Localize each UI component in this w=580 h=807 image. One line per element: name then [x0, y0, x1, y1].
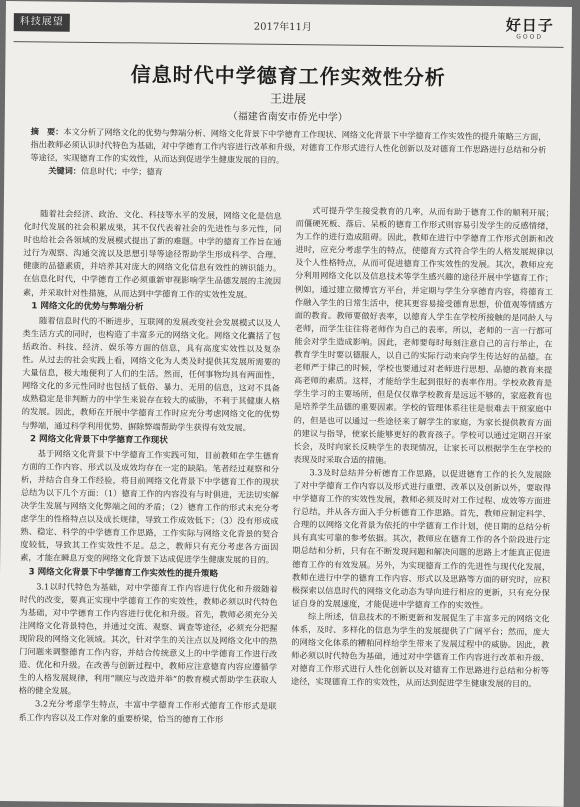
keywords: [48, 165, 163, 177]
body-paragraph: 式可提升学生接受教育的几率，从而有助于德育工作的顺利开展；而僵硬死板、落后、呆板的德育工作形式则容易引发学生的反感情绪，为工作的进行造成阻碍。因此，教师在进行中学德育工作形式创新和改进时，应充分考虑学生的特点，使德育方式符合学生的人格发展规律以及个人性格特点，从而可促进德育工作实效性的发展。其次，教师应充分利用网络文化以及信息技术等学生感兴趣的途径开展中学德育工作；例如，通过建立微博官方平台，并定期与学生分享德育内容，将德育工作融入学生的日常生活中，使其更容易接受德育思想，价值观等情感方面的教育。教师要做好表率，以德育人学生在学校所接触的是同龄人与老师，而学生往往将老师作为自己的表率。所以，老师的一言一行都可能会对学生造成影响。因此，老师要每时每刻注意自己的言行举止，在教育学生时要以德服人，以自己的实际行动来向学生传达好的品德。在老师严于律己的时候，学校也要通过对老师进行思想、品德的教育来提高老师的素质。这样，才能给学生起到很好的表率作用。学校欢教育是学生学习的主要场所，但是仅仅靠学校教育是远远不够的，家庭教育也是培养学生品德的重要因素。学校的管理体系往往是很难去干预家庭中的，但是也可以通过一些途径来了解学生的家庭，为家长提供教育方面的建议与指导，使家长能够更好的教育孩子。学校可以通过定期召开家长会，及时向家长反映学生的表现情况，让家长可以根据学生在学校的表现及时采取合适的措施。: [293, 205, 554, 465]
section-tag: 科技展望: [14, 13, 70, 32]
body-paragraph: 3.3及时总结并分析德育工作思路，以促进德育工作的长久发展除了对中学德育工作内容以及形式进行重塑、改革以及创新以外，要取得中学德育工作的实效性发展，教师必须及时对工作过程、成效等方面进行总结，并从各方面入手分析德育工作思路。首先，教师应制定科学、合理的以网络文化背景为依托的中学德育工作计划，使日期的总结分析具有真实可靠的参考依据。其次，教师应在德育工作的各个阶段进行定期总结和分析，只有在不断发现问题和解决问题的思路上才能真正促进德育工作的有效发展。另外，为实现德育工作的先进性与现代化发展，教师在进行中学的德育工作内容、形式以及思路等方面的研究时，应积极探索以信息时代的网络文化动态为导向进行相应的更新，只有充分保证自身的发展速度，才能促进中学德育工作的实效性。: [291, 467, 552, 610]
author-affiliation: （福建省南安市侨光中学）: [227, 111, 348, 124]
magazine-logo: [506, 14, 554, 41]
article-author: 王进展: [269, 91, 307, 107]
keywords-label: 关键词：: [48, 165, 82, 176]
section-heading: 3 网络文化背景下中学德育工作实效性的提升策略: [28, 566, 219, 579]
body-paragraph: 3.1以时代特色为基础，对中学德育工作内容进行优化和升级随着时代的改变，要真正实现中学德育工作的实效性，教师必须以时代特色为基础，对中学德育工作内容进行优化和升级。首先，教师必须充分关注网络文化背景特色，并通过交流、观察、调查等途径，必须充分把握现阶段的网络文化领域。其次，针对学生的关注点以及网络文化中的热门问题来调整德育工作内容，并结合传统意义上的中学德育工作进行改造、优化和升级。在改善与创新过程中，教师应注意德育内容应遵循学生的人格发展规律，利用“顺应与改造并举”的教育模式帮助学生获取人格的健全发展。: [18, 581, 278, 697]
journal-page: [0, 1, 572, 807]
section-heading: 1 网络文化的优势与弊端分析: [31, 300, 144, 313]
left-column: [18, 207, 281, 726]
article-title: 信息时代中学德育工作实效性分析: [130, 62, 446, 90]
right-column: [291, 204, 554, 691]
body-paragraph: 3.2充分考虑学生特点，丰富中学德育工作形式德育工作形式是联系工作内容以及工作对象的重要桥梁，恰当的德育工作形: [18, 698, 277, 724]
body-paragraph: 综上所述，信息技术的不断更新和发展促生了丰富多元的网络文化体系，及时、多样化的信息为学生的发展提供了广阔平台；然而，庞大的网络文化体系的糟粕同样给学生带来了发展过程中的威胁。因此，教师必须以时代特色为基础，通过对中学德育工作内容进行改革和升级、对德育工作形式进行人性化创新以及对德育工作思路进行总结和分析等途径，实现德育工作的实效性，从而达到促进学生健康发展的目的。: [290, 611, 550, 690]
abstract-label: 摘 要：: [30, 126, 64, 137]
body-paragraph: 随着信息时代的不断进步，互联网的发展改变社会发展模式以及人类生活方式的同时，也构造了丰富多元的网络文化。网络文化囊括了包括政治、科技、经济、娱乐等方面的信息，具有高度实效性以及复杂性。从过去的社会实践上看，网络文化为人类及时提供其发展所需要的大量信息，极大地便利了人们的生活。然而，任何事物均具有两面性，网络文化的多元性同时也包括了低俗、暴力、无用的信息，这对不具备成熟稳定是非判断力的中学生来说存在较大的威胁，不利于其健康人格的发展。因此，教师在开展中学德育工作时应充分考虑网络文化的优势与弊端，通过科学利用优势、摒除弊端帮助学生获得有效发展。: [21, 315, 281, 433]
abstract: [30, 125, 546, 169]
issue-date: 2017年11月: [253, 21, 312, 34]
logo-mark: 好日子: [505, 16, 554, 35]
body-paragraph: 随着社会经济、政治、文化、科技等水平的发展，网络文化是信息化时代发展的社会积累成果，其不仅代表着社会的先进性与多元性，同时也给社会各领域的发展模式提出了新的难题。中学的德育工作旨在通过行为观察、沟通交流以及思想引导等途径帮助学生形成科学、合理、健康的品德素质，并培养其对庞大的网络文化信息有效性的辨识能力。在信息化时代，中学德育工作必须重新审视影响学生品德发展的主流因素，并采取针对性措施，从而达到中学德育工作的实效性发展。: [22, 208, 282, 300]
section-heading: 2 网络文化背景下中学德育工作现状: [29, 433, 168, 446]
keywords-text: 信息时代；中学；德育: [80, 165, 163, 177]
abstract-text: 本文分析了网络文化的优势与弊端分析、网络文化背景下中学德育工作现状、网络文化背景下中学德育工作实效性的提升策略三方面，指出教师必须认识时代特色为基础，对中学德育工作内容进行改革和升级，对德育工作形式进行人性化创新以及对德育工作思路进行总结和分析等途径，实现德育工作的实效性，从而达到促进学生健康发展的目的。: [30, 126, 547, 165]
page-header: [6, 13, 572, 43]
header-rule: [14, 41, 564, 48]
logo-subtitle: GOOD: [516, 33, 544, 41]
body-paragraph: 基于网络文化背景下中学德育工作实践可知，目前教师在学生德育方面的工作内容、形式以及成效均存在一定的缺陷。笔者经过观察和分析，并结合自身工作经验，将目前网络文化背景下中学德育工作的现状总结为以下几个方面：（1）德育工作的内容没有与时俱进，无法切实解决学生发展与网络文化弊端之间的矛盾；（2）德育工作的形式未充分考虑学生的性格特点以及成长规律，导致工作成效低下；（3）没有形成成熟、稳定、科学的中学德育工作思路，工作实际与网络文化背景的契合度较低，导致其工作实效性不足。总之，教师只有充分考虑各方面因素，才能在瞬息万变的网络文化背景下达成促进学生健康发展的目的。: [20, 448, 280, 566]
